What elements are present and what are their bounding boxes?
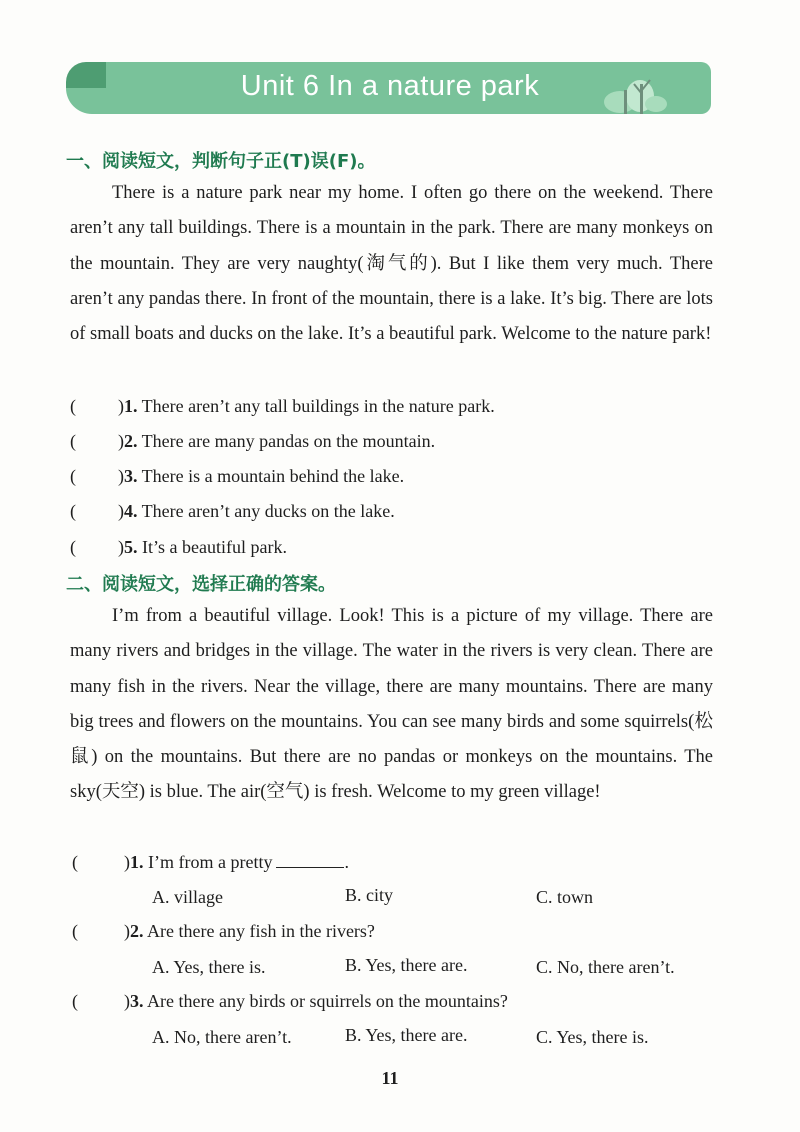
section2-heading: 二、阅读短文，选择正确的答案。 — [66, 574, 336, 595]
option-c[interactable]: C. Yes, there is. — [536, 1027, 649, 1047]
answer-blank[interactable]: ( — [70, 501, 76, 521]
tf-item-1: ( )1. There aren’t any tall buildings in the nature park. — [70, 396, 495, 416]
option-b[interactable]: B. city — [345, 885, 393, 905]
fill-in-blank[interactable] — [276, 867, 344, 868]
option-b[interactable]: B. Yes, there are. — [345, 955, 468, 975]
option-c[interactable]: C. No, there aren’t. — [536, 957, 675, 977]
answer-blank[interactable]: ( — [70, 396, 76, 416]
mc-question-2: ( )2. Are there any fish in the rivers? — [72, 921, 375, 941]
answer-blank[interactable]: ( — [72, 921, 78, 941]
option-a[interactable]: A. village — [152, 887, 223, 907]
option-c[interactable]: C. town — [536, 887, 594, 907]
tf-item-2: ( )2. There are many pandas on the mountain. — [70, 431, 436, 451]
section2-passage — [70, 599, 713, 811]
option-a[interactable]: A. Yes, there is. — [152, 957, 266, 977]
section2-passage-text: I’m from a beautiful village. Look! This is a picture of my village. There are many rivers and bridges in the village. The water in the rivers is very clean. There are many fish in the rivers. Near the village, there are many mountains. There are many big trees and flowers on the mountains. You can see many birds and some squirrels(松鼠) on the mountains. But there are no pandas or monkeys on the mountains. The sky(天空) is blue. The air(空气) is fresh. Welcome to my green village! — [70, 606, 713, 803]
answer-blank[interactable]: ( — [72, 991, 78, 1011]
section1-heading: 一、阅读短文，判断句子正(T)误(F)。 — [66, 151, 376, 172]
section1-passage — [70, 176, 713, 352]
tf-item-5: ( )5. It’s a beautiful park. — [70, 537, 287, 557]
option-b[interactable]: B. Yes, there are. — [345, 1025, 468, 1045]
option-a[interactable]: A. No, there aren’t. — [152, 1027, 292, 1047]
page-number: 11 — [381, 1068, 399, 1088]
tf-item-3: ( )3. There is a mountain behind the lake. — [70, 466, 405, 486]
answer-blank[interactable]: ( — [70, 431, 76, 451]
answer-blank[interactable]: ( — [70, 466, 76, 486]
tree-icon — [600, 72, 670, 114]
tf-item-4: ( )4. There aren’t any ducks on the lake. — [70, 501, 395, 521]
answer-blank[interactable]: ( — [70, 537, 76, 557]
unit-title: Unit 6 In a nature park — [240, 70, 540, 102]
section1-passage-text: There is a nature park near my home. I often go there on the weekend. There aren’t any tall buildings. There is a mountain in the park. There are many monkeys on the mountain. They are very naughty(淘气的). But I like them very much. There aren’t any pandas there. In front of the mountain, there is a lake. It’s big. There are lots of small boats and ducks on the lake. It’s a beautiful park. Welcome to the nature park! — [70, 183, 713, 345]
mc-question-1: ( )1. I’m from a pretty . — [72, 852, 349, 872]
answer-blank[interactable]: ( — [72, 852, 78, 872]
mc-question-3: ( )3. Are there any birds or squirrels on the mountains? — [72, 991, 508, 1011]
